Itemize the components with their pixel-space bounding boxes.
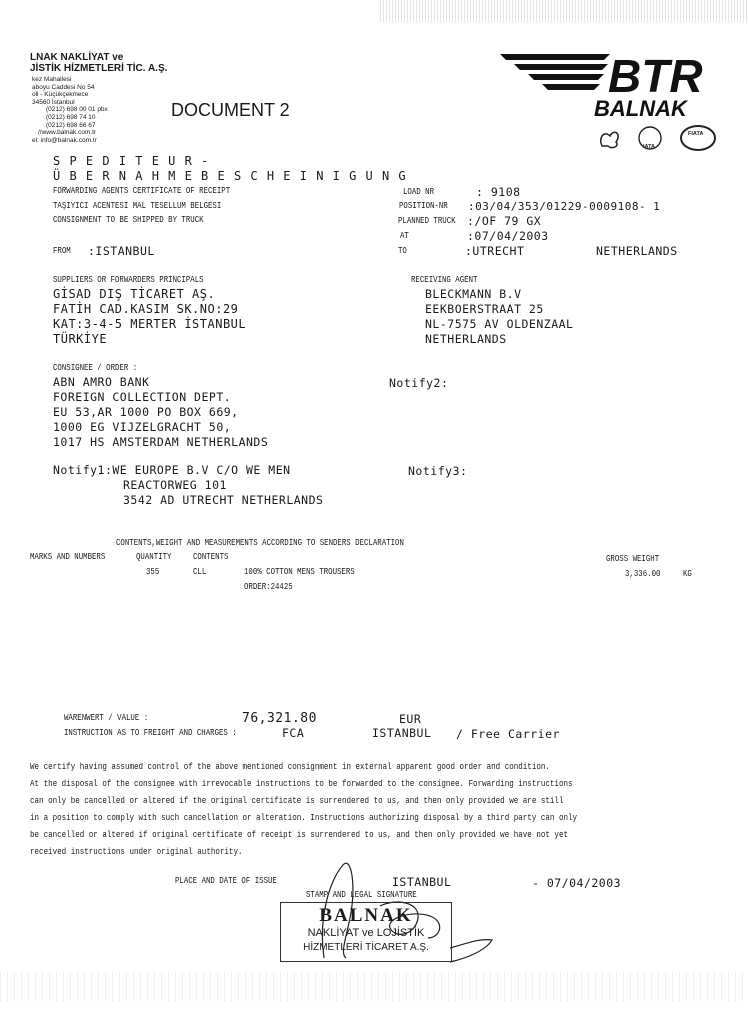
notify1-line1: Notify1:WE EUROPE B.V C/O WE MEN [53,463,291,477]
address-line: kez Mahallesi [32,76,72,83]
stamp-line1: BALNAK [319,905,413,926]
goods-description: 100% COTTON MENS TROUSERS [244,567,355,577]
incoterm: FCA [282,726,305,740]
address-line: oli - Küçükçekmece [32,91,89,99]
col-qty-header: QUANTITY [136,552,172,562]
certification-line: in a position to comply with such cancellation or alteration. Instructions authorizing disposal by a third party can only [30,812,578,823]
subtitle-consignment: CONSIGNMENT TO BE SHIPPED BY TRUCK [53,215,204,225]
notify1-line3: 3542 AD UTRECHT NETHERLANDS [123,493,324,507]
from-label: FROM [53,246,71,256]
website-line: //www.balnak.com.tr [38,129,97,137]
title-line1: S P E D I T E U R - [53,154,210,168]
stamp-line2: NAKLİYAT ve LOJİSTİK [307,927,425,939]
value-amount: 76,321.80 [242,711,317,726]
receiving-line: NL-7575 AV OLDENZAAL [425,317,574,331]
consignee-line: 1017 HS AMSTERDAM NETHERLANDS [53,435,269,449]
company-name-line1: LNAK NAKLİYAT ve [30,52,124,63]
col-marks-header: MARKS AND NUMBERS [30,552,106,562]
certification-line: At the disposal of the consignee with irrevocable instructions to be forwarded to the consignee. Forwarding instructions [30,778,573,789]
goods-qty: 355 [146,567,160,577]
value-label: WARENWERT / VALUE : [64,713,149,723]
col-weight-header: GROSS WEIGHT [606,554,660,564]
notify1-line2: REACTORWEG 101 [123,478,227,492]
at-label: AT [400,231,409,241]
fiata-badge-text: FIATA [688,131,704,137]
incoterm-place: ISTANBUL [372,726,432,740]
consignee-line: EU 53,AR 1000 PO BOX 669, [53,405,239,419]
position-nr-value: :03/04/353/01229-0009108- 1 [468,200,661,213]
certification-line: We certify having assumed control of the above mentioned consignment in external apparent good order and condition. [30,761,550,772]
subtitle-en: FORWARDING AGENTS CERTIFICATE OF RECEIPT [53,186,231,196]
flower-icon [601,132,618,147]
certification-line: can only be cancelled or altered if the original certificate is surrendered to us, and then only provided we are still [30,795,564,806]
notify3-label: Notify3: [408,464,468,478]
consignee-block [53,375,268,450]
certification-line: be cancelled or altered if original certificate of receipt is surrendered to us, and then only provided we have not yet [30,829,569,840]
company-address [32,76,108,144]
certification-line: received instructions under original authority. [30,846,243,857]
receiving-line: NETHERLANDS [425,332,507,346]
address-line: 34560 İstanbul [32,98,75,106]
planned-truck-label: PLANNED TRUCK [398,216,456,226]
goods-order: ORDER:24425 [244,582,293,592]
phone-line: (0212) 698 00 01 pbx [46,106,108,114]
consignee-line: ABN AMRO BANK [53,375,150,389]
email-line: el: info@balnak.com.tr [32,136,97,144]
stamp-line3: HİZMETLERİ TİCARET A.Ş. [303,942,429,953]
load-nr-label: LOAD NR [403,187,435,197]
phone-line: (0212) 698 66 67 [46,121,96,129]
to-value: :UTRECHT [465,244,525,258]
company-name-line2: JİSTİK HİZMETLERİ TİC. A.Ş. [30,63,168,74]
receiving-block [425,287,573,347]
shipper-label: SUPPLIERS OR FORWARDERS PRINCIPALS [53,275,204,285]
phone-line: (0212) 698 74 10 [46,113,96,121]
notify2-label: Notify2: [389,376,449,390]
col-contents-header: CONTENTS [193,552,229,562]
handwritten-signature [300,858,500,970]
issue-place: ISTANBUL [392,875,452,889]
shipper-line: FATİH CAD.KASIM SK.NO:29 [53,302,239,316]
scan-noise-top [380,0,748,22]
logo-mark: BTR [608,52,703,102]
membership-badges [594,124,720,154]
shipper-line: TÜRKİYE [53,332,108,346]
position-nr-label: POSITION-NR [399,201,448,211]
receiving-label: RECEIVING AGENT [411,275,478,285]
at-value: :07/04/2003 [467,229,549,243]
certification-text [30,758,577,860]
load-nr-value: : 9108 [476,185,521,199]
goods-weight-unit: KG [683,569,692,579]
receiving-line: EEKBOERSTRAAT 25 [425,302,544,316]
subtitle-tr: TAŞIYICI ACENTESI MAL TESELLUM BELGESI [53,201,222,211]
title-line2: Ü B E R N A H M E B E S C H E I N I G U N G [53,169,407,183]
goods-declaration: CONTENTS,WEIGHT AND MEASUREMENTS ACCORDING TO SENDERS DECLARATION [116,538,404,548]
to-label: TO [398,246,407,256]
iata-badge-text: IATA [643,144,656,150]
balnak-logo [500,52,722,122]
consignee-label: CONSIGNEE / ORDER : [53,363,138,373]
consignee-line: 1000 EG VIJZELGRACHT 50, [53,420,232,434]
incoterm-terms: / Free Carrier [456,727,560,741]
goods-unit: CLL [193,567,207,577]
receiving-line: BLECKMANN B.V [425,287,522,301]
stamp-label: STAMP AND LEGAL SIGNATURE [306,890,417,900]
instruction-label: INSTRUCTION AS TO FREIGHT AND CHARGES : [64,728,237,738]
shipper-line: GİSAD DIŞ TİCARET AŞ. [53,287,216,301]
to-country: NETHERLANDS [596,244,678,258]
shipper-line: KAT:3-4-5 MERTER İSTANBUL [53,317,247,331]
scan-noise-bottom [0,972,748,1002]
issue-date: - 07/04/2003 [532,876,622,890]
shipper-block [53,287,246,347]
planned-truck-value: :/OF 79 GX [467,214,542,228]
address-line: aboyu Caddesi No 54 [32,83,95,91]
consignee-line: FOREIGN COLLECTION DEPT. [53,390,232,404]
from-value: :ISTANBUL [88,244,155,258]
value-currency: EUR [399,712,422,726]
document-label: DOCUMENT 2 [171,100,290,120]
fiata-badge-icon [681,126,715,150]
logo-word: BALNAK [594,96,687,121]
issue-label: PLACE AND DATE OF ISSUE [175,876,277,886]
goods-weight: 3,336.00 [625,569,661,579]
